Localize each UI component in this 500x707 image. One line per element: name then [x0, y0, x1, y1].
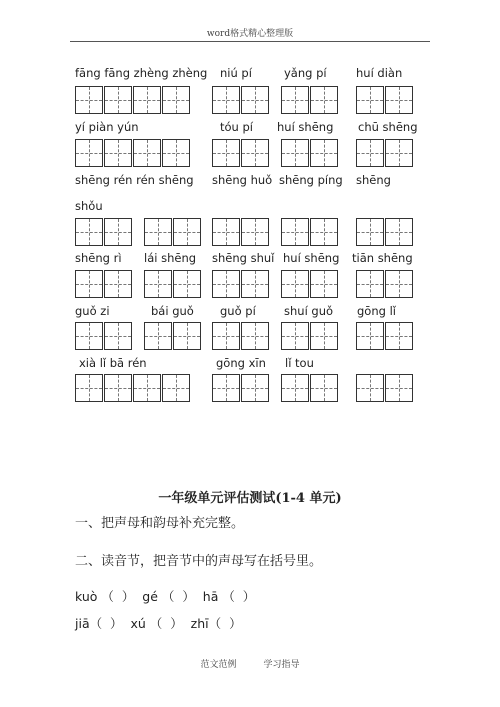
pinyin-label: shuí guǒ	[284, 304, 334, 318]
writing-grid	[212, 218, 269, 246]
grid-cell	[385, 322, 413, 350]
writing-grid	[75, 322, 132, 350]
grid-cell	[162, 139, 190, 167]
question-1: 一、把声母和韵母补充完整。	[75, 516, 245, 531]
writing-grid	[212, 139, 269, 167]
grid-cell	[356, 374, 384, 402]
writing-grid	[75, 270, 132, 298]
writing-grid	[212, 86, 269, 114]
writing-grid	[356, 86, 413, 114]
writing-grid	[75, 86, 190, 114]
grid-cell	[281, 374, 309, 402]
writing-grid	[144, 270, 201, 298]
grid-cell	[75, 86, 103, 114]
grid-cell	[212, 374, 240, 402]
pinyin-label: fāng fāng zhèng zhèng	[75, 66, 208, 80]
writing-grid	[212, 270, 269, 298]
pinyin-label: shēng píng	[279, 173, 343, 187]
writing-grid	[75, 374, 190, 402]
grid-cell	[75, 322, 103, 350]
pinyin-label: tóu pí	[220, 120, 253, 134]
page-header: word格式精心整理版	[206, 29, 294, 39]
grid-cell	[241, 270, 269, 298]
grid-cell	[173, 270, 201, 298]
grid-cell	[385, 218, 413, 246]
pinyin-label: chū shēng	[358, 120, 418, 134]
grid-cell	[385, 139, 413, 167]
grid-cell	[356, 139, 384, 167]
exercise-line: kuò （ ） gé （ ） hā （ ）	[75, 589, 256, 604]
grid-cell	[281, 322, 309, 350]
grid-cell	[133, 374, 161, 402]
grid-cell	[133, 139, 161, 167]
pinyin-label: xià lǐ bā rén	[79, 356, 147, 370]
grid-cell	[385, 374, 413, 402]
grid-cell	[310, 139, 338, 167]
writing-grid	[75, 218, 132, 246]
grid-cell	[310, 270, 338, 298]
grid-cell	[173, 322, 201, 350]
grid-cell	[310, 322, 338, 350]
writing-grid	[212, 374, 269, 402]
pinyin-label: shēng shuǐ	[212, 251, 275, 265]
grid-cell	[241, 218, 269, 246]
grid-cell	[281, 270, 309, 298]
grid-cell	[310, 374, 338, 402]
grid-cell	[281, 218, 309, 246]
writing-grid	[356, 270, 413, 298]
writing-grid	[356, 374, 413, 402]
grid-cell	[241, 86, 269, 114]
writing-grid	[356, 139, 413, 167]
pinyin-label: guǒ pí	[220, 304, 256, 318]
grid-cell	[385, 86, 413, 114]
grid-cell	[104, 86, 132, 114]
grid-cell	[356, 270, 384, 298]
pinyin-label: shēng rì	[75, 251, 122, 265]
grid-cell	[75, 218, 103, 246]
pinyin-label: bái guǒ	[151, 304, 194, 318]
grid-cell	[75, 139, 103, 167]
pinyin-label: shēng rén rén shēng	[75, 173, 194, 187]
pinyin-label: guǒ zi	[75, 304, 110, 318]
grid-cell	[104, 270, 132, 298]
grid-cell	[144, 218, 172, 246]
writing-grid	[281, 86, 338, 114]
writing-grid	[281, 139, 338, 167]
grid-cell	[241, 139, 269, 167]
grid-cell	[212, 86, 240, 114]
grid-cell	[356, 322, 384, 350]
grid-cell	[104, 374, 132, 402]
writing-grid	[75, 139, 190, 167]
writing-grid	[281, 218, 338, 246]
writing-grid	[281, 270, 338, 298]
grid-cell	[241, 322, 269, 350]
grid-cell	[144, 270, 172, 298]
grid-cell	[75, 374, 103, 402]
grid-cell	[356, 218, 384, 246]
grid-cell	[212, 270, 240, 298]
section-title: 一年级单元评估测试(1-4 单元)	[158, 491, 342, 506]
pinyin-label: shǒu	[75, 199, 103, 213]
pinyin-label: shēng huǒ	[212, 173, 273, 187]
grid-cell	[133, 86, 161, 114]
grid-cell	[162, 374, 190, 402]
grid-cell	[281, 139, 309, 167]
writing-grid	[281, 322, 338, 350]
pinyin-label: tiān shēng	[352, 251, 413, 265]
grid-cell	[104, 322, 132, 350]
grid-cell	[310, 86, 338, 114]
exercise-line: jiā（ ） xú （ ） zhī（ ）	[75, 616, 242, 631]
grid-cell	[356, 86, 384, 114]
grid-cell	[162, 86, 190, 114]
pinyin-label: lǐ tou	[285, 356, 314, 370]
pinyin-label: shēng	[356, 173, 391, 187]
grid-cell	[212, 322, 240, 350]
grid-cell	[212, 139, 240, 167]
grid-cell	[104, 218, 132, 246]
pinyin-label: lái shēng	[144, 251, 197, 265]
grid-cell	[144, 322, 172, 350]
pinyin-label: huí diàn	[356, 66, 403, 80]
grid-cell	[104, 139, 132, 167]
pinyin-label: yí piàn yún	[75, 120, 139, 134]
writing-grid	[212, 322, 269, 350]
pinyin-label: niú pí	[220, 66, 252, 80]
writing-grid	[144, 322, 201, 350]
pinyin-label: huí shēng	[283, 251, 340, 265]
writing-grid	[281, 374, 338, 402]
pinyin-label: yǎng pí	[284, 66, 327, 80]
grid-cell	[173, 218, 201, 246]
header-rule	[70, 41, 430, 42]
writing-grid	[356, 218, 413, 246]
pinyin-label: gōng lǐ	[357, 304, 396, 318]
writing-grid	[356, 322, 413, 350]
grid-cell	[281, 86, 309, 114]
grid-cell	[212, 218, 240, 246]
grid-cell	[310, 218, 338, 246]
question-2: 二、读音节，把音节中的声母写在括号里。	[75, 554, 323, 569]
writing-grid	[144, 218, 201, 246]
pinyin-label: huí shēng	[277, 120, 334, 134]
grid-cell	[385, 270, 413, 298]
grid-cell	[75, 270, 103, 298]
grid-cell	[241, 374, 269, 402]
pinyin-label: gōng xīn	[216, 356, 266, 370]
page-footer: 范文范例 学习指导	[200, 660, 300, 670]
